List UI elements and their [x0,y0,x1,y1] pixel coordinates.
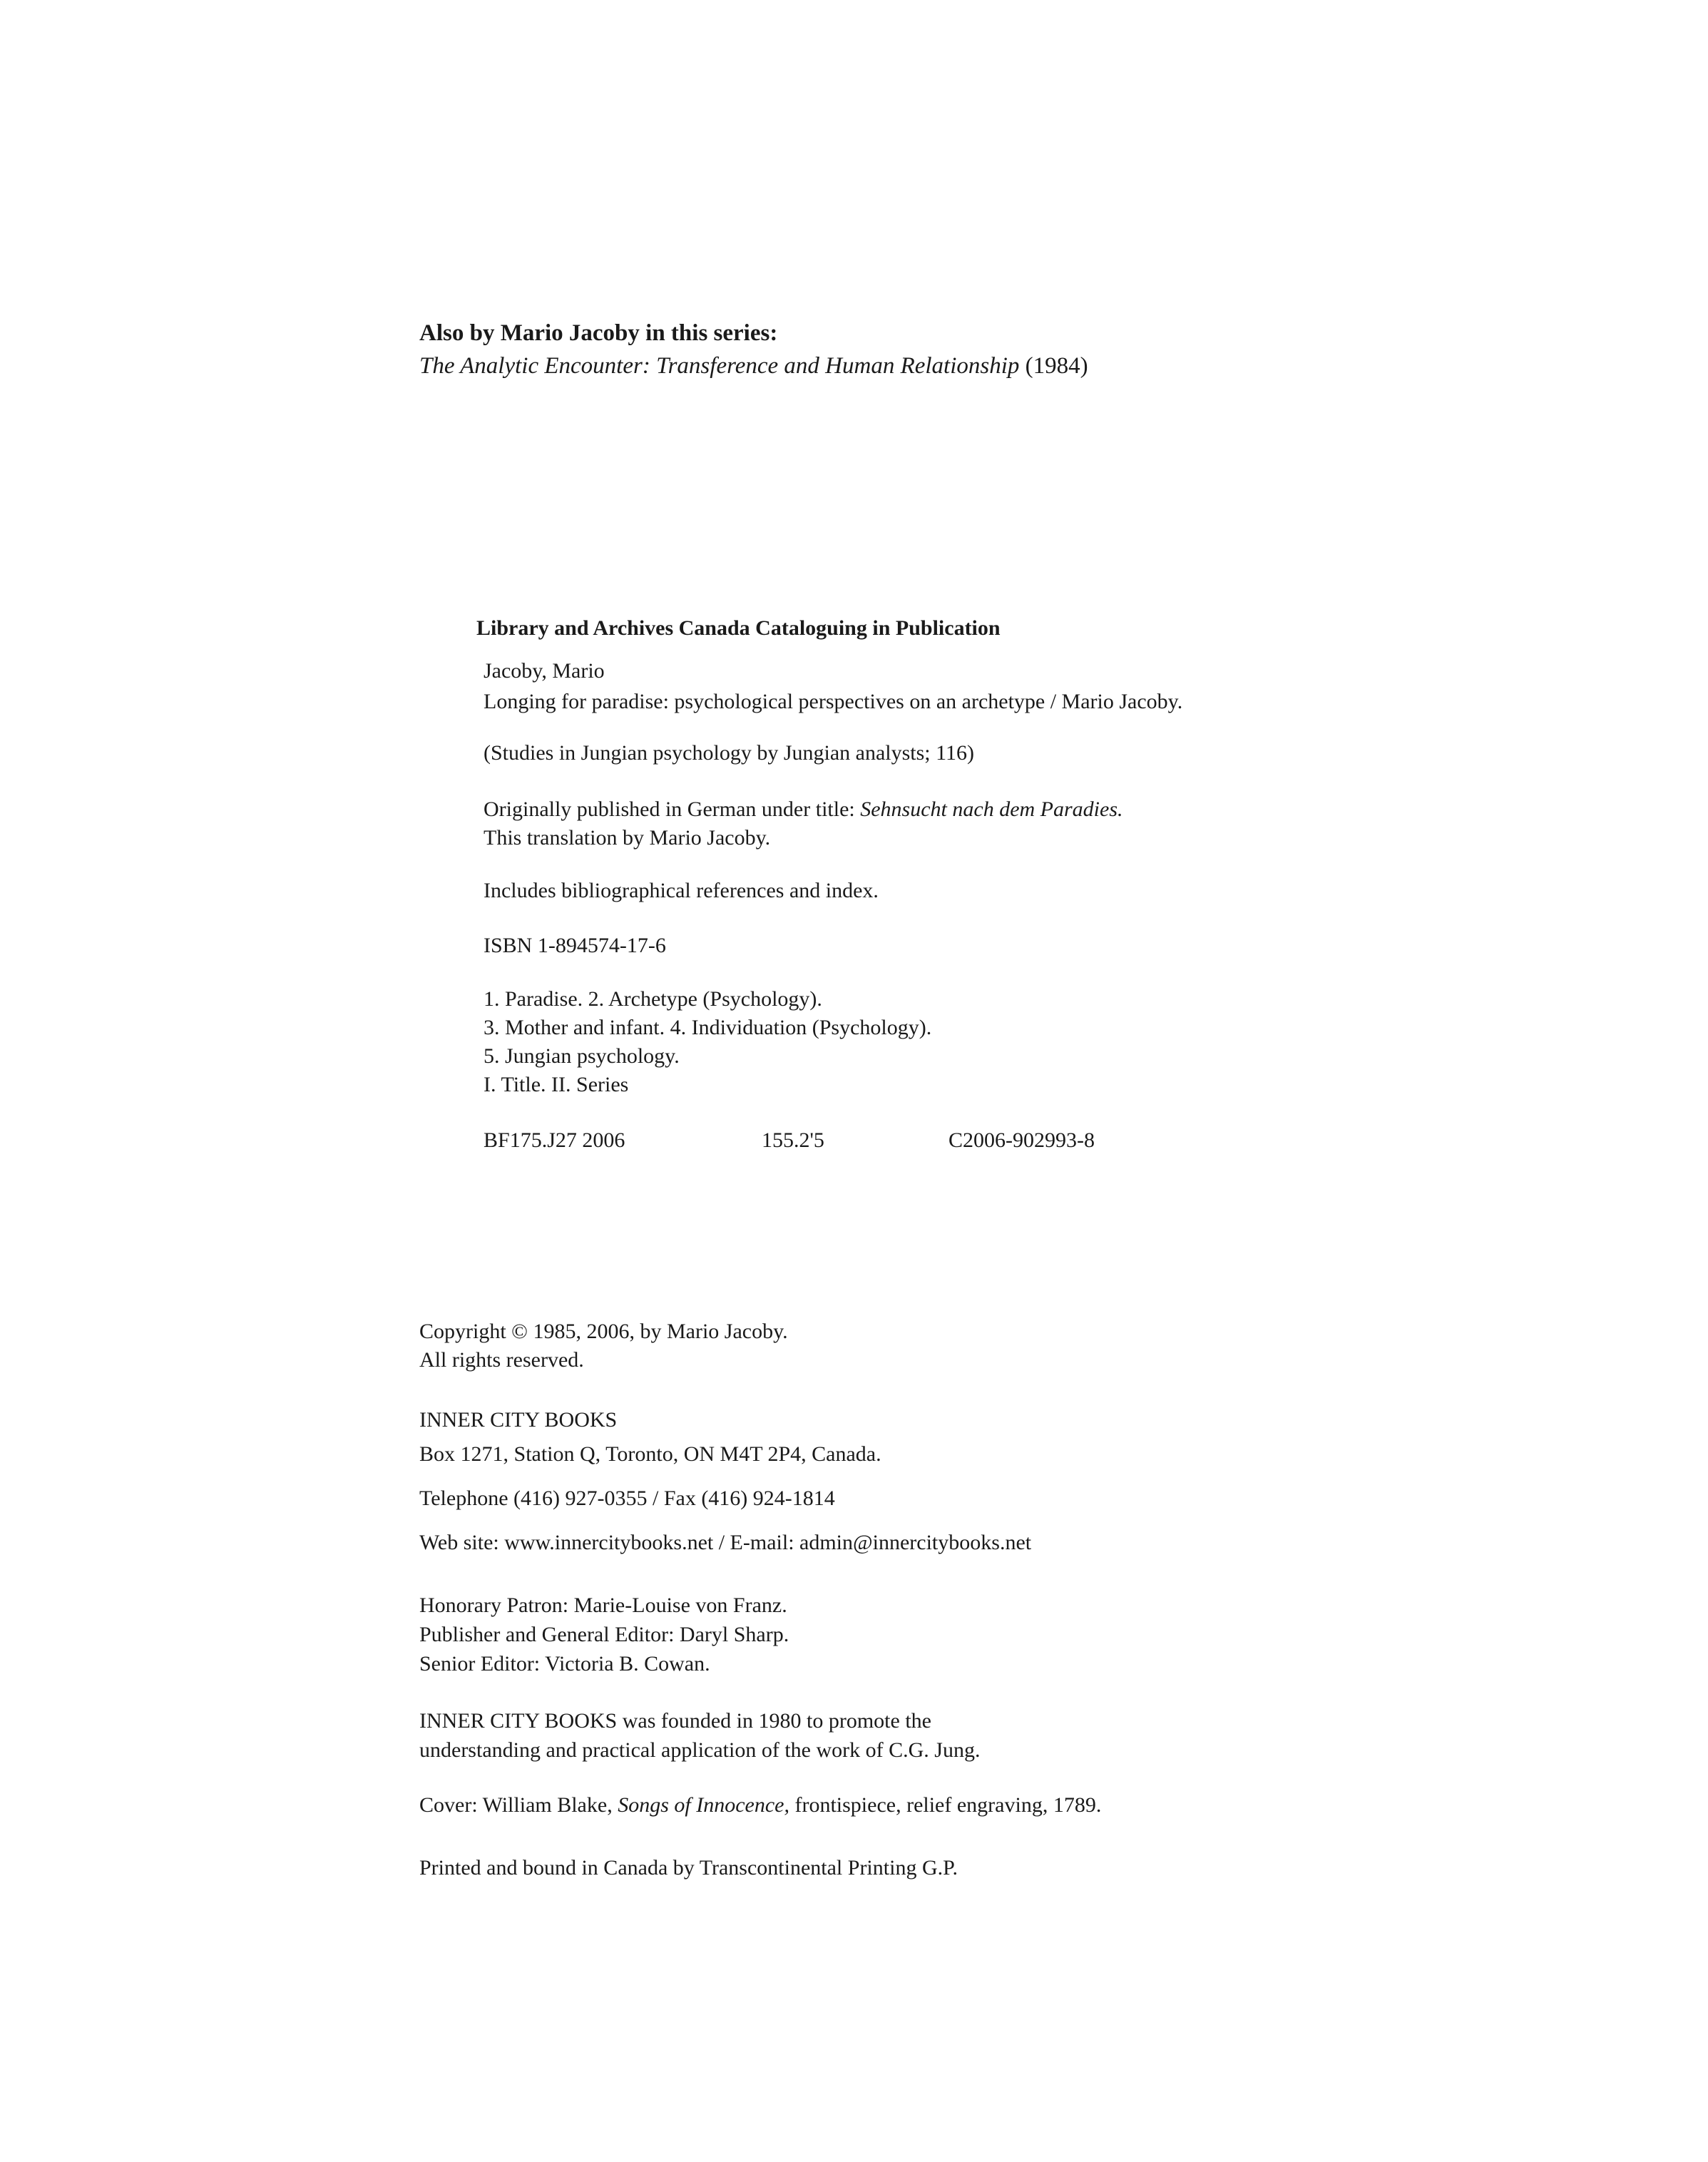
founded-line-2: understanding and practical application of the work of C.G. Jung. [419,1738,981,1762]
cip-original [484,796,1123,823]
cover-title: Songs of Innocence, [618,1793,789,1817]
honorary-patron: Honorary Patron: Marie-Louise von Franz. [419,1594,787,1617]
cip-translation: This translation by Mario Jacoby. [484,826,771,850]
cip-subject: I. Title. II. Series [484,1073,629,1096]
cip-subject: 5. Jungian psychology. [484,1044,680,1068]
cip-control-number: C2006-902993-8 [948,1128,1095,1152]
cover-prefix: Cover: William Blake, [419,1793,618,1817]
printed-line: Printed and bound in Canada by Transcontinental Printing G.P. [419,1856,958,1880]
publisher-address: Box 1271, Station Q, Toronto, ON M4T 2P4, Canada. [419,1442,881,1466]
cip-isbn: ISBN 1-894574-17-6 [484,934,666,957]
cip-heading: Library and Archives Canada Cataloguing in Publication [476,616,1001,640]
cip-subject: 1. Paradise. 2. Archetype (Psychology). [484,987,822,1011]
cip-original-prefix: Originally published in German under title: [484,797,861,821]
cip-biblio: Includes bibliographical references and index. [484,879,879,902]
publisher-web: Web site: www.innercitybooks.net / E-mail: admin@innercitybooks.net [419,1531,1032,1554]
cip-dewey-number: 155.2'5 [762,1128,824,1152]
senior-editor: Senior Editor: Victoria B. Cowan. [419,1652,710,1676]
cip-original-title: Sehnsucht nach dem Paradies. [860,797,1123,821]
cip-lc-number: BF175.J27 2006 [484,1128,625,1152]
cip-title: Longing for paradise: psychological perspectives on an archetype / Mario Jacoby. [484,690,1183,713]
cip-subject: 3. Mother and infant. 4. Individuation (Psychology). [484,1016,932,1039]
publisher-section [419,1318,1346,1903]
cip-section [476,615,1332,1157]
also-by-book [419,352,1088,379]
cip-series: (Studies in Jungian psychology by Jungian analysts; 116) [484,741,975,765]
publisher-name: INNER CITY BOOKS [419,1408,618,1432]
cover-suffix: frontispiece, relief engraving, 1789. [789,1793,1102,1817]
general-editor: Publisher and General Editor: Daryl Sharp. [419,1623,789,1646]
copyright-line: Copyright © 1985, 2006, by Mario Jacoby. [419,1320,788,1343]
book-title: The Analytic Encounter: Transference and Human Relationship [419,353,1020,379]
also-by-heading: Also by Mario Jacoby in this series: [419,320,778,346]
publisher-phone: Telephone (416) 927-0355 / Fax (416) 924-1814 [419,1487,835,1510]
book-year: (1984) [1025,353,1088,379]
also-by-section [419,320,1418,391]
cover-credit [419,1792,1101,1819]
cip-author: Jacoby, Mario [484,659,605,683]
founded-line-1: INNER CITY BOOKS was founded in 1980 to promote the [419,1709,931,1733]
rights-line: All rights reserved. [419,1348,584,1372]
